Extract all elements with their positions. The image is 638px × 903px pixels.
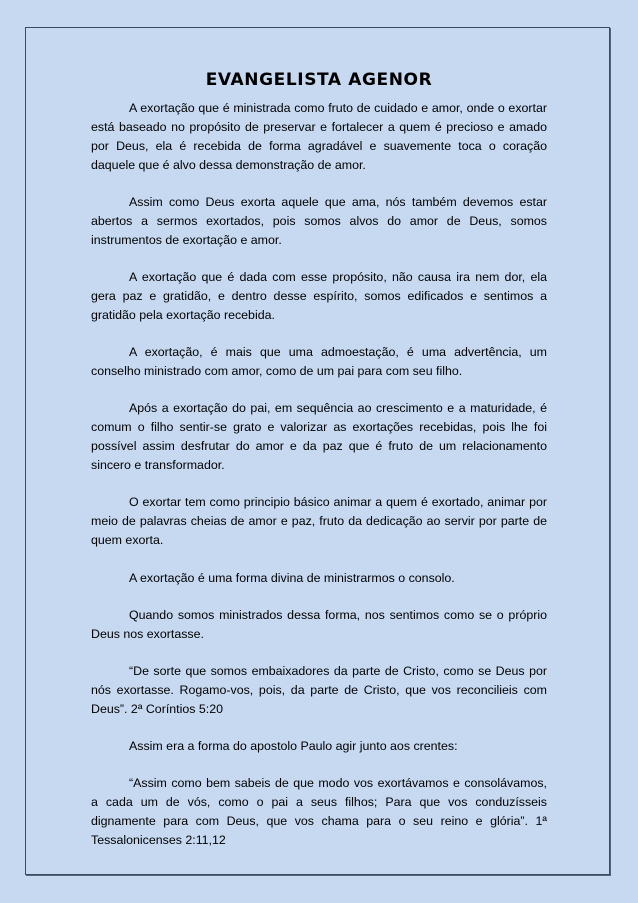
paragraph-11-quote: “Assim como bem sabeis de que modo vos exortávamos e consolávamos, a cada um de vós, como o pai a seus filhos; Para que vos conduzísseis dignamente para com Deus, que vos chama para o seu reino e glória”. 1ª Tessalonicenses 2:11,12 <box>91 776 547 848</box>
paragraph-9-quote: “De sorte que somos embaixadores da parte de Cristo, como se Deus por nós exortasse. Rogamo-vos, pois, da parte de Cristo, que vos reconcilieis com Deus”. 2ª Coríntios 5:20 <box>91 664 547 716</box>
paragraph-6: O exortar tem como principio básico animar a quem é exortado, animar por meio de palavras cheias de amor e paz, fruto da dedicação ao servir por parte de quem exorta. <box>91 495 547 548</box>
paragraph-1: A exortação que é ministrada como fruto de cuidado e amor, onde o exortar está baseado no propósito de preservar e fortalecer a quem é precioso e amado por Deus, ela é recebida de forma agradável e suavemente toca o coração daquele que é alvo dessa demonstração de amor. <box>91 101 547 172</box>
document-body <box>91 68 547 868</box>
paragraph-2: Assim como Deus exorta aquele que ama, nós também devemos estar abertos a sermos exortados, pois somos alvos do amor de Deus, somos instrumentos de exortação e amor. <box>91 195 547 247</box>
paragraph-3: A exortação que é dada com esse propósito, não causa ira nem dor, ela gera paz e gratidão, e dentro desse espírito, somos edificados e sentimos a gratidão pela exortação recebida. <box>91 270 547 322</box>
document-title: EVANGELISTA AGENOR <box>205 70 433 90</box>
paragraph-4: A exortação, é mais que uma admoestação, é uma advertência, um conselho ministrado com amor, como de um pai para com seu filho. <box>91 345 547 379</box>
paragraph-5: Após a exortação do pai, em sequência ao crescimento e a maturidade, é comum o filho sentir-se grato e valorizar as exortações recebidas, pois lhe foi possível assim desfrutar do amor e da paz que é fruto de um relacionamento sincero e transformador. <box>91 401 547 473</box>
paragraph-8: Quando somos ministrados dessa forma, nos sentimos como se o próprio Deus nos exortasse. <box>91 607 547 641</box>
paragraph-10: Assim era a forma do apostolo Paulo agir junto aos crentes: <box>129 739 458 754</box>
paragraph-7: A exortação é uma forma divina de ministrarmos o consolo. <box>129 570 455 585</box>
